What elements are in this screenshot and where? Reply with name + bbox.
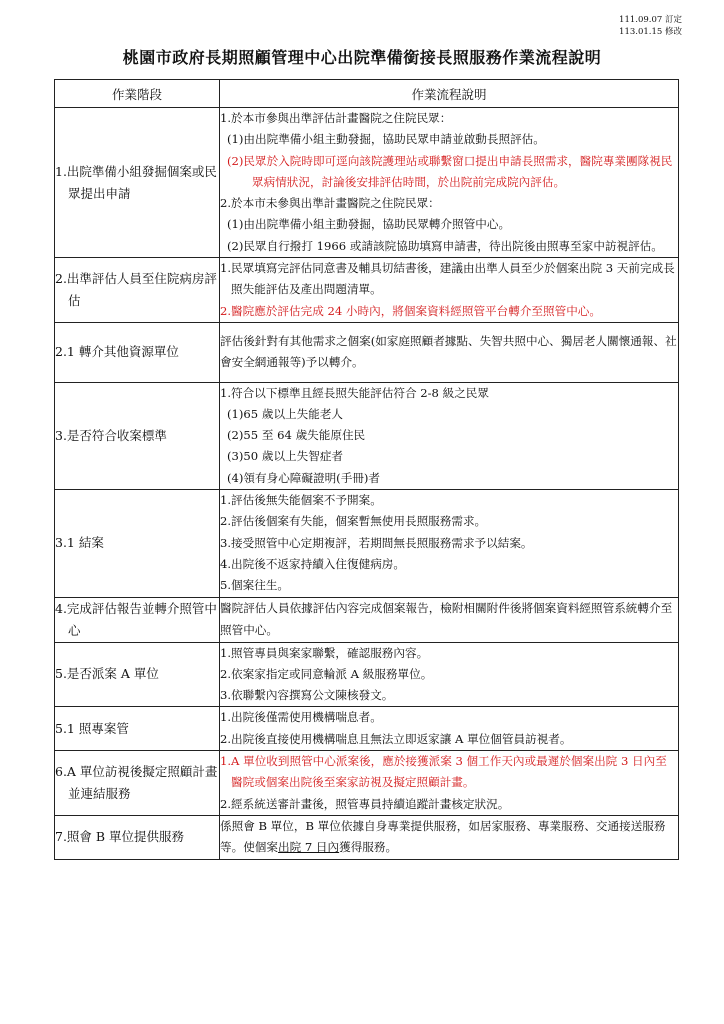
table-row — [55, 815, 679, 859]
stage-label: 4.完成評估報告並轉介照管中心 — [55, 600, 217, 638]
process-table — [54, 79, 679, 860]
description-cell — [220, 490, 679, 597]
stage-cell — [55, 751, 220, 816]
description-cell — [220, 751, 679, 816]
desc-line: 3.接受照管中心定期複評，若期間無長照服務需求予以結案。 — [220, 535, 533, 550]
header-stage: 作業階段 — [55, 80, 220, 108]
desc-line: 5.個案往生。 — [220, 578, 290, 593]
table-row — [55, 597, 679, 642]
desc-text: 係照會 B 單位，B 單位依據自身專業提供服務，如居家服務、專業服務、交通接送服務等。使個案 — [220, 818, 666, 855]
desc-line: (1)由出院準備小組主動發掘，協助民眾申請並啟動長照評估。 — [227, 132, 545, 147]
stage-label: 5.1 照專案管 — [55, 720, 129, 736]
desc-line: 1.符合以下標準且經長照失能評估符合 2-8 級之民眾 — [220, 385, 489, 400]
desc-line: (4)領有身心障礙證明(手冊)者 — [227, 470, 381, 485]
desc-line: 2.於本市未參與出準計畫醫院之住院民眾： — [220, 196, 440, 211]
table-row — [55, 642, 679, 707]
revision-date-2: 113.01.15 修改 — [619, 27, 682, 37]
stage-cell — [55, 258, 220, 323]
desc-line: 2.出院後直接使用機構喘息且無法立即返家讓 A 單位個管員訪視者。 — [220, 731, 572, 746]
description-cell — [220, 815, 679, 859]
desc-line: (1)65 歲以上失能老人 — [227, 406, 344, 421]
desc-line: (1)由出院準備小組主動發掘，協助民眾轉介照管中心。 — [227, 217, 511, 232]
desc-line: 醫院評估人員依據評估內容完成個案報告，檢附相關附件後將個案資料經照管系統轉介至照管中心。 — [220, 601, 673, 637]
desc-line: (2)55 至 64 歲失能原住民 — [227, 428, 366, 443]
table-row — [55, 751, 679, 816]
desc-line: 1.民眾填寫完評估同意書及輔具切結書後，建議由出準人員至少於個案出院 3 天前完成長照失能評估及產出問題清單。 — [220, 261, 675, 297]
stage-cell — [55, 642, 220, 707]
table-row — [55, 108, 679, 258]
table-row — [55, 382, 679, 489]
table-row — [55, 707, 679, 751]
desc-line: 2.依案家指定或同意輪派 A 級服務單位。 — [220, 666, 433, 681]
description-cell — [220, 707, 679, 751]
desc-line: 1.照管專員與案家聯繫，確認服務內容。 — [220, 645, 429, 660]
desc-line: (2)民眾自行撥打 1966 或請該院協助填寫申請書，待出院後由照專至家中訪視評估。 — [227, 238, 663, 253]
stage-cell — [55, 108, 220, 258]
stage-cell — [55, 597, 220, 642]
description-cell — [220, 108, 679, 258]
revision-date-1: 111.09.07 訂定 — [619, 15, 682, 25]
desc-line: 4.出院後不返家持續入住復健病房。 — [220, 556, 405, 571]
desc-text: 獲得服務。 — [339, 840, 398, 855]
table-row — [55, 322, 679, 382]
desc-line: 3.依聯繫內容撰寫公文陳核發文。 — [220, 688, 394, 703]
desc-line — [220, 816, 678, 859]
stage-label: 3.1 結案 — [55, 535, 104, 551]
desc-line: 1.評估後無失能個案不予開案。 — [220, 493, 382, 508]
stage-label: 2.出準評估人員至住院病房評估 — [55, 271, 217, 309]
description-cell — [220, 597, 679, 642]
document-meta — [619, 14, 682, 38]
stage-label: 3.是否符合收案標準 — [55, 427, 167, 443]
stage-label: 2.1 轉介其他資源單位 — [55, 344, 179, 360]
table-header-row — [55, 80, 679, 108]
stage-cell — [55, 322, 220, 382]
stage-label: 7.照會 B 單位提供服務 — [55, 829, 185, 845]
desc-line-highlight: 1.A 單位收到照管中心派案後，應於接獲派案 3 個工作天內或最遲於個案出院 3 日內至醫院或個案出院後至案家訪視及擬定照顧計畫。 — [220, 754, 667, 790]
desc-line: 2.評估後個案有失能，個案暫無使用長照服務需求。 — [220, 514, 487, 529]
desc-line: 2.經系統送審計畫後，照管專員持續追蹤計畫核定狀況。 — [220, 796, 510, 811]
desc-line-highlight: (2)民眾於入院時即可逕向該院護理站或聯繫窗口提出申請長照需求，醫院專業團隊視民眾病情狀況，討論後安排評估時間，於出院前完成院內評估。 — [227, 153, 673, 189]
stage-cell — [55, 382, 220, 489]
document-title: 桃園市政府長期照顧管理中心出院準備銜接長照服務作業流程說明 — [122, 48, 602, 67]
description-cell — [220, 382, 679, 489]
description-cell — [220, 258, 679, 323]
stage-label: 1.出院準備小組發掘個案或民眾提出申請 — [55, 163, 217, 201]
table-row — [55, 490, 679, 597]
desc-line: 1.於本市參與出準評估計畫醫院之住院民眾： — [220, 111, 452, 125]
underlined-deadline: 出院 7 日內 — [277, 840, 340, 855]
desc-line: 1.出院後僅需使用機構喘息者。 — [220, 710, 382, 725]
desc-line-highlight: 2.醫院應於評估完成 24 小時內，將個案資料經照管平台轉介至照管中心。 — [220, 303, 601, 318]
description-cell — [220, 642, 679, 707]
desc-line: (3)50 歲以上失智症者 — [227, 449, 344, 464]
table-row — [55, 258, 679, 323]
header-description: 作業流程說明 — [220, 80, 679, 108]
stage-cell — [55, 815, 220, 859]
stage-label: 6.A 單位訪視後擬定照顧計畫並連結服務 — [55, 763, 218, 801]
desc-line: 評估後針對有其他需求之個案(如家庭照顧者據點、失智共照中心、獨居老人關懷通報、社會安全網通報等)予以轉介。 — [220, 333, 677, 370]
stage-cell — [55, 707, 220, 751]
stage-label: 5.是否派案 A 單位 — [55, 666, 159, 682]
stage-cell — [55, 490, 220, 597]
description-cell — [220, 322, 679, 382]
